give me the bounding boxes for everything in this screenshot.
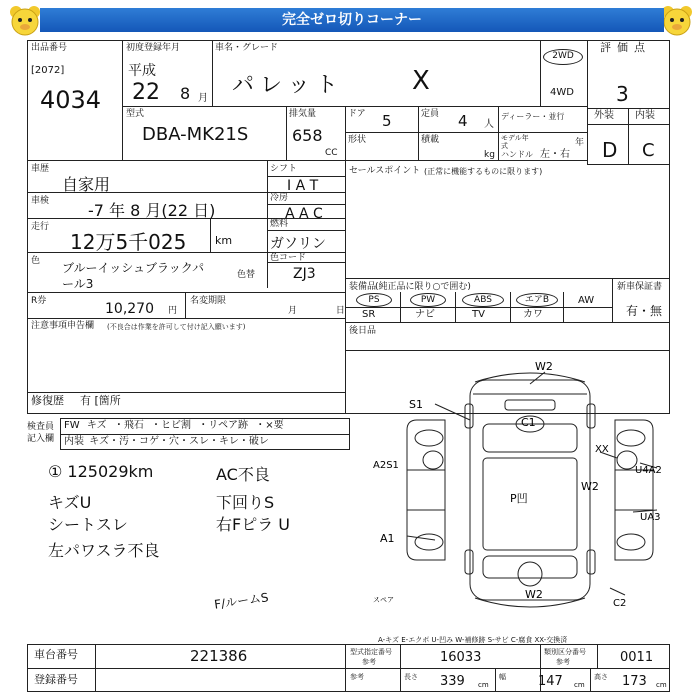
mark-w2-top: W2 — [535, 360, 553, 373]
mark-s1: S1 — [409, 398, 423, 411]
notes-label: 注意事項申告欄 — [31, 321, 95, 331]
note-left-4: 左パワスラ不良 — [48, 541, 160, 560]
equipment-label: 装備品 — [349, 282, 377, 292]
notes-sub: (不良合は作業を許可して付け記入願います) — [107, 323, 246, 331]
mileage-unit: km — [215, 234, 233, 247]
model-year-suffix: 年 — [575, 138, 585, 148]
equip-ps-circle — [356, 293, 392, 307]
equip-airbag: エアB — [524, 295, 550, 305]
rating-value: 3 — [616, 82, 629, 106]
mark-c2: C2 — [613, 598, 627, 609]
mark-ua3: UA3 — [640, 512, 661, 523]
lot-label: 出品番号 — [31, 43, 68, 53]
mark-c1: C1 — [521, 416, 536, 429]
equip-sr: SR — [362, 309, 376, 320]
first-reg-era: 平成 — [128, 63, 156, 79]
damage-legend: A-キズ E-エクボ U-凹み W-補修跡 S-サビ C-腐食 XX-交換済 — [378, 636, 568, 644]
type-number-ref: 参考 — [362, 658, 376, 666]
history-label: 車歴 — [31, 164, 50, 174]
warranty-label: 新車保証書 — [617, 282, 663, 292]
class-number-value: 0011 — [620, 650, 654, 665]
banner-title: 完全ゼロ切りコーナー — [40, 8, 664, 32]
interior-label: 内装 — [635, 110, 655, 121]
chassis-value: 221386 — [190, 647, 248, 665]
height-value: 173 — [622, 674, 647, 689]
mark-u4a2: U4A2 — [635, 465, 662, 476]
color-value-line1: ブルーイッシュブラックパ — [62, 261, 205, 275]
dealer-label: ディーラー・並行 — [501, 112, 565, 121]
first-reg-label: 初度登録年月 — [126, 43, 181, 53]
r-ticket-value: 10,270 — [105, 301, 154, 317]
shift-label: シフト — [270, 164, 298, 174]
displacement-value: 658 — [292, 126, 323, 145]
inspector-exterior-row: FW キズ ・飛石 ・ヒビ割 ・リペア跡 ・×要 — [64, 420, 284, 431]
note-left-1: ① 125029km — [48, 462, 154, 481]
equip-pw-circle — [410, 293, 446, 307]
mileage-label: 走行 — [31, 222, 50, 232]
fuel-label: 燃料 — [270, 219, 289, 229]
load-unit: kg — [484, 150, 495, 160]
mark-w2-side: W2 — [581, 480, 599, 493]
note-left-2: キズU — [48, 493, 92, 512]
length-value: 339 — [440, 674, 465, 689]
capacity-label: 定員 — [421, 109, 440, 119]
color-value-line2: ール3 — [62, 277, 94, 291]
shape-label: 形状 — [348, 135, 367, 145]
repair-label: 修復歴 — [31, 394, 64, 407]
color-code-label: 色コード — [270, 253, 307, 263]
doors-value: 5 — [382, 112, 392, 130]
note-right-4: F/ルームS — [213, 590, 270, 612]
chassis-label: 車台番号 — [34, 648, 78, 661]
rear-seat-label: 後日品 — [349, 326, 377, 336]
inspection-label: 車検 — [31, 196, 50, 206]
equip-pw: PW — [420, 295, 436, 305]
lot-sub: [2072] — [31, 65, 65, 76]
mascot-bear-left-icon — [8, 4, 42, 38]
capacity-value: 4 — [458, 112, 468, 130]
name-change-suffix: 月 日 — [288, 306, 363, 316]
exterior-label: 外装 — [594, 110, 614, 121]
inspection-value: -7 年 8 月(22 日) — [88, 201, 216, 220]
color-label: 色 — [31, 256, 41, 266]
width-value: 147 — [538, 674, 563, 689]
equip-tv: TV — [472, 309, 485, 320]
equip-ps: PS — [368, 295, 380, 305]
equip-aw: AW — [578, 295, 595, 306]
fuel-value: ガソリン — [270, 236, 326, 252]
doors-label: ドア — [348, 109, 366, 119]
name-change-label: 名変期限 — [190, 296, 227, 306]
type-number-label: 型式指定番号 — [350, 648, 392, 656]
shift-value: I A T — [287, 178, 319, 194]
class-number-label: 類別区分番号 — [544, 648, 586, 656]
drive-2wd: 2WD — [552, 51, 574, 61]
handle-value: 左・右 — [540, 149, 570, 160]
load-label: 積載 — [421, 135, 440, 145]
inspector-label-1: 検査員 — [27, 422, 55, 432]
repair-value: 有 [箇所 — [80, 394, 121, 407]
mileage-value: 12万5千025 — [70, 230, 187, 254]
height-unit: cm — [656, 681, 667, 689]
registration-label: 登録番号 — [34, 673, 78, 686]
warranty-value: 有・無 — [626, 304, 663, 318]
inspector-interior-row: 内装 キズ・汚・コゲ・穴・スレ・キレ・破レ — [64, 436, 269, 447]
car-name: パレット — [232, 73, 344, 98]
aircon-value: A A C — [285, 206, 323, 222]
aircon-label: 冷房 — [270, 193, 289, 203]
sales-points-sub: (正常に機能するものに限ります) — [424, 167, 543, 176]
interior-grade: C — [642, 140, 655, 161]
equip-airbag-circle — [516, 293, 558, 307]
length-label: 長さ — [404, 673, 418, 681]
car-name-label: 車名・グレード — [215, 43, 279, 53]
first-reg-year: 22 — [132, 80, 160, 105]
r-ticket-unit: 円 — [168, 306, 178, 316]
mark-a2s1: A2S1 — [373, 460, 399, 471]
equip-navi: ナビ — [415, 309, 435, 320]
sales-points-label: セールスポイント — [349, 166, 421, 176]
mark-xx: XX — [595, 444, 609, 455]
equip-leather: カワ — [523, 309, 543, 320]
width-unit: cm — [574, 681, 585, 689]
first-reg-month-unit: 月 — [198, 93, 208, 104]
inspector-label-2: 記入欄 — [27, 434, 55, 444]
mascot-bear-right-icon — [660, 4, 694, 38]
first-reg-month: 8 — [180, 84, 191, 103]
history-value: 自家用 — [62, 175, 111, 194]
mark-w2-bottom: W2 — [525, 588, 543, 601]
capacity-unit: 人 — [484, 119, 494, 130]
note-right-3: 右Fピラ U — [216, 515, 291, 534]
displacement-unit: CC — [325, 148, 338, 158]
model-label: 型式 — [126, 109, 145, 119]
lot-number: 4034 — [40, 86, 102, 114]
car-diagram — [373, 360, 665, 620]
note-left-3: シートスレ — [48, 515, 128, 534]
color-code: ZJ3 — [293, 266, 316, 282]
mark-pabe: P凹 — [510, 492, 528, 505]
height-label: 高さ — [594, 673, 608, 681]
car-grade: X — [412, 66, 430, 96]
length-unit: cm — [478, 681, 489, 689]
displacement-label: 排気量 — [289, 109, 317, 119]
drive-2wd-circle — [543, 49, 583, 65]
mark-a1: A1 — [380, 532, 395, 545]
dimensions-ref: 参考 — [350, 673, 364, 681]
mark-spare: スペア — [373, 596, 394, 604]
width-label: 幅 — [499, 673, 506, 681]
handle-label: ハンドル — [501, 150, 533, 159]
exterior-grade: D — [602, 138, 618, 162]
equip-abs-circle — [462, 293, 504, 307]
model-year-label: モデル年式 — [501, 134, 529, 150]
note-right-2: 下回りS — [216, 493, 275, 512]
type-number-value: 16033 — [440, 650, 482, 665]
model-value: DBA-MK21S — [142, 124, 249, 145]
note-right-1: AC不良 — [216, 465, 270, 484]
equip-abs: ABS — [474, 295, 492, 305]
equipment-sub: (純正品に限り○で囲む) — [375, 282, 471, 292]
color-swap-label: 色替 — [237, 270, 256, 280]
rating-label: 評価点 — [600, 41, 651, 54]
drive-4wd: 4WD — [550, 87, 574, 98]
class-number-ref: 参考 — [556, 658, 570, 666]
r-ticket-label: R券 — [31, 296, 47, 306]
